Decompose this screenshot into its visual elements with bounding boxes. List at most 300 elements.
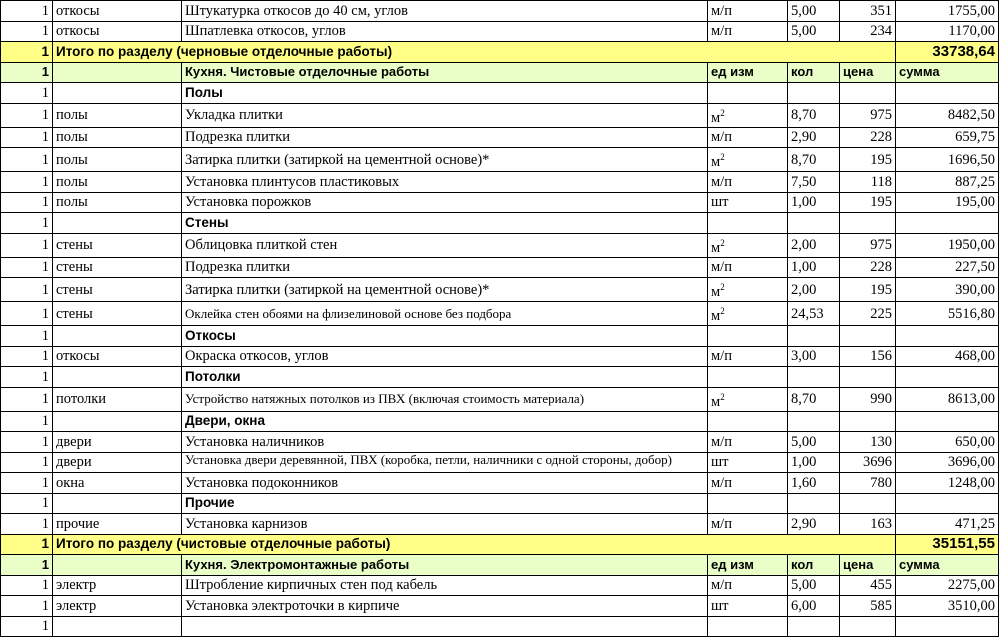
price-cell[interactable] — [840, 575, 896, 596]
sum-cell[interactable] — [896, 452, 999, 473]
table-row — [1, 452, 999, 473]
category-cell-text: прочие — [56, 515, 100, 532]
unit-cell[interactable] — [708, 387, 788, 411]
sum-header-cell[interactable] — [896, 62, 999, 83]
qty-header-cell[interactable] — [788, 62, 840, 83]
row-index-cell[interactable] — [1, 213, 53, 234]
category-cell-text: потолки — [56, 391, 107, 407]
work-name-cell[interactable] — [182, 596, 708, 617]
price-cell-text: 455 — [870, 577, 892, 594]
work-name-cell[interactable] — [182, 148, 708, 172]
unit-cell[interactable] — [708, 172, 788, 193]
row-index-cell-text: 1 — [41, 2, 49, 19]
qty-cell[interactable] — [788, 127, 840, 148]
unit-cell[interactable] — [708, 302, 788, 326]
unit-header-cell[interactable] — [708, 62, 788, 83]
work-name-cell-text: Устройство натяжных потолков из ПВХ (включая стоимость материала) — [185, 391, 585, 406]
unit-cell[interactable] — [708, 432, 788, 453]
sum-cell[interactable] — [896, 493, 999, 514]
qty-cell[interactable] — [788, 21, 840, 42]
unit-cell[interactable] — [708, 596, 788, 617]
qty-cell[interactable] — [788, 103, 840, 127]
price-cell[interactable] — [840, 367, 896, 388]
work-name-cell[interactable] — [182, 233, 708, 257]
sum-cell-text: 1248,00 — [947, 474, 995, 491]
qty-cell[interactable] — [788, 172, 840, 193]
qty-cell[interactable] — [788, 233, 840, 257]
unit-cell-text: м — [711, 239, 721, 256]
work-name-cell-text: Шпатлевка откосов, углов — [185, 23, 346, 40]
work-name-cell-text: Штробление кирпичных стен под кабель — [185, 577, 438, 594]
section-header-row — [1, 62, 999, 83]
row-index-cell[interactable] — [1, 575, 53, 596]
qty-cell-text: 1,00 — [791, 194, 817, 211]
price-cell[interactable] — [840, 346, 896, 367]
category-cell[interactable] — [53, 452, 182, 473]
work-name-cell[interactable] — [182, 346, 708, 367]
unit-cell[interactable] — [708, 452, 788, 473]
work-name-cell-text: Облицовка плиткой стен — [185, 237, 338, 253]
sum-cell-text: 3696,00 — [947, 454, 995, 471]
unit-cell-text: м/п — [711, 577, 732, 594]
qty-cell[interactable] — [788, 326, 840, 347]
price-cell-text: 228 — [870, 129, 892, 146]
row-index-cell[interactable] — [1, 473, 53, 494]
price-cell-text: 351 — [870, 2, 892, 19]
category-cell-text: полы — [56, 107, 88, 123]
qty-cell[interactable] — [788, 367, 840, 388]
category-cell[interactable] — [53, 83, 182, 104]
qty-cell[interactable] — [788, 616, 840, 637]
unit-cell[interactable] — [708, 148, 788, 172]
qty-cell[interactable] — [788, 432, 840, 453]
qty-cell[interactable] — [788, 213, 840, 234]
row-index-cell[interactable] — [1, 452, 53, 473]
price-cell[interactable] — [840, 432, 896, 453]
row-index-cell[interactable] — [1, 432, 53, 453]
sum-cell[interactable] — [896, 148, 999, 172]
price-cell[interactable] — [840, 596, 896, 617]
sum-cell[interactable] — [896, 278, 999, 302]
unit-cell-text: м — [711, 284, 721, 300]
unit-cell[interactable] — [708, 21, 788, 42]
category-cell-text: полы — [56, 129, 88, 146]
category-cell[interactable] — [53, 367, 182, 388]
work-name-cell[interactable] — [182, 278, 708, 302]
price-header-cell[interactable] — [840, 62, 896, 83]
price-cell[interactable] — [840, 616, 896, 637]
category-cell-text: двери — [56, 454, 92, 471]
category-cell[interactable] — [53, 1, 182, 22]
sum-cell-text: 8482,50 — [947, 107, 995, 123]
table-row — [1, 21, 999, 42]
unit-cell[interactable] — [708, 1, 788, 22]
sum-cell[interactable] — [896, 213, 999, 234]
row-index-cell[interactable] — [1, 596, 53, 617]
subsection-title-cell[interactable] — [182, 213, 708, 234]
category-cell[interactable] — [53, 213, 182, 234]
category-cell[interactable] — [53, 103, 182, 127]
subsection-title-cell-text: Потолки — [185, 368, 241, 384]
row-index-cell[interactable] — [1, 62, 53, 83]
category-cell[interactable] — [53, 21, 182, 42]
work-name-cell-text: Установка плинтусов пластиковых — [185, 173, 400, 190]
subtotal-label-cell[interactable] — [53, 42, 896, 63]
unit-cell[interactable] — [708, 103, 788, 127]
subtotal-sum-cell[interactable] — [896, 42, 999, 63]
sum-cell[interactable] — [896, 387, 999, 411]
work-name-cell[interactable] — [182, 127, 708, 148]
unit-cell[interactable] — [708, 514, 788, 535]
qty-cell[interactable] — [788, 192, 840, 213]
price-cell-text: 130 — [870, 433, 892, 450]
category-cell[interactable] — [53, 172, 182, 193]
category-cell[interactable] — [53, 326, 182, 347]
unit-cell[interactable] — [708, 83, 788, 104]
sum-header-cell-text: сумма — [899, 556, 940, 572]
subsection-row — [1, 213, 999, 234]
work-name-cell[interactable] — [182, 192, 708, 213]
price-cell[interactable] — [840, 213, 896, 234]
qty-cell[interactable] — [788, 411, 840, 432]
table-row — [1, 1, 999, 22]
sum-cell[interactable] — [896, 367, 999, 388]
subtotal-row — [1, 42, 999, 63]
unit-exponent: 2 — [720, 107, 725, 118]
row-index-cell[interactable] — [1, 278, 53, 302]
unit-header-cell-text: ед изм — [711, 556, 754, 572]
sum-cell[interactable] — [896, 127, 999, 148]
qty-cell[interactable] — [788, 575, 840, 596]
row-index-cell[interactable] — [1, 21, 53, 42]
price-cell-text: 228 — [870, 259, 892, 276]
row-index-cell-text: 1 — [41, 556, 49, 572]
subsection-title-cell-text: Стены — [185, 214, 229, 230]
subsection-title-cell[interactable] — [182, 367, 708, 388]
category-cell[interactable] — [53, 302, 182, 326]
qty-cell[interactable] — [788, 387, 840, 411]
unit-cell-text: м/п — [711, 173, 732, 190]
sum-cell[interactable] — [896, 473, 999, 494]
qty-cell[interactable] — [788, 473, 840, 494]
unit-cell[interactable] — [708, 473, 788, 494]
work-name-cell[interactable] — [182, 172, 708, 193]
unit-cell[interactable] — [708, 213, 788, 234]
price-cell[interactable] — [840, 21, 896, 42]
sum-cell[interactable] — [896, 432, 999, 453]
row-index-cell[interactable] — [1, 411, 53, 432]
work-name-cell[interactable] — [182, 514, 708, 535]
row-index-cell[interactable] — [1, 172, 53, 193]
qty-cell-text: 24,53 — [791, 305, 824, 322]
row-index-cell[interactable] — [1, 346, 53, 367]
sum-cell[interactable] — [896, 514, 999, 535]
sum-cell[interactable] — [896, 346, 999, 367]
category-cell-text: полы — [56, 151, 88, 168]
category-cell[interactable] — [53, 192, 182, 213]
sum-cell[interactable] — [896, 575, 999, 596]
section-title-cell[interactable] — [182, 555, 708, 576]
row-index-cell[interactable] — [1, 257, 53, 278]
row-index-cell-text: 1 — [41, 515, 49, 532]
table-row — [1, 514, 999, 535]
qty-cell-text: 5,00 — [791, 433, 817, 450]
row-index-cell[interactable] — [1, 616, 53, 637]
qty-cell[interactable] — [788, 452, 840, 473]
qty-cell[interactable] — [788, 83, 840, 104]
row-index-cell-text: 1 — [41, 327, 49, 344]
sum-cell[interactable] — [896, 172, 999, 193]
category-cell[interactable] — [53, 432, 182, 453]
unit-cell[interactable] — [708, 257, 788, 278]
price-cell[interactable] — [840, 387, 896, 411]
sum-cell[interactable] — [896, 257, 999, 278]
subsection-row — [1, 367, 999, 388]
category-cell-text: стены — [56, 305, 93, 322]
unit-cell[interactable] — [708, 411, 788, 432]
price-cell[interactable] — [840, 473, 896, 494]
sum-cell-text: 471,25 — [955, 515, 995, 532]
qty-cell[interactable] — [788, 346, 840, 367]
work-name-cell[interactable] — [182, 473, 708, 494]
sum-cell[interactable] — [896, 411, 999, 432]
qty-cell[interactable] — [788, 148, 840, 172]
work-name-cell[interactable] — [182, 103, 708, 127]
price-cell[interactable] — [840, 514, 896, 535]
unit-cell[interactable] — [708, 367, 788, 388]
unit-cell[interactable] — [708, 326, 788, 347]
category-cell-text: электр — [56, 577, 97, 594]
price-cell[interactable] — [840, 127, 896, 148]
sum-cell[interactable] — [896, 1, 999, 22]
sum-cell[interactable] — [896, 83, 999, 104]
price-cell[interactable] — [840, 493, 896, 514]
table-row — [1, 473, 999, 494]
row-index-cell[interactable] — [1, 302, 53, 326]
category-cell-text: полы — [56, 194, 88, 211]
unit-exponent: 2 — [720, 152, 725, 162]
unit-cell[interactable] — [708, 493, 788, 514]
subtotal-sum-cell[interactable] — [896, 534, 999, 555]
row-index-cell[interactable] — [1, 192, 53, 213]
work-name-cell[interactable] — [182, 616, 708, 637]
work-name-cell[interactable] — [182, 432, 708, 453]
qty-cell[interactable] — [788, 278, 840, 302]
unit-cell-text: м/п — [711, 515, 732, 532]
row-index-cell[interactable] — [1, 387, 53, 411]
unit-cell[interactable] — [708, 575, 788, 596]
qty-cell[interactable] — [788, 493, 840, 514]
row-index-cell[interactable] — [1, 83, 53, 104]
qty-cell-text: 5,00 — [791, 577, 817, 594]
category-cell[interactable] — [53, 411, 182, 432]
price-cell[interactable] — [840, 233, 896, 257]
work-name-cell-text: Установка порожков — [185, 194, 312, 211]
price-cell-text: 225 — [870, 305, 892, 322]
row-index-cell-text: 1 — [41, 151, 49, 168]
price-cell[interactable] — [840, 452, 896, 473]
work-name-cell-text: Подрезка плитки — [185, 259, 291, 276]
row-index-cell[interactable] — [1, 42, 53, 63]
sum-cell[interactable] — [896, 103, 999, 127]
row-index-cell-text: 1 — [41, 107, 49, 123]
qty-cell[interactable] — [788, 514, 840, 535]
qty-cell-text: 8,70 — [791, 107, 817, 123]
category-cell[interactable] — [53, 473, 182, 494]
qty-cell-text: 1,00 — [791, 454, 817, 471]
row-index-cell[interactable] — [1, 534, 53, 555]
sum-cell[interactable] — [896, 596, 999, 617]
work-name-cell-text: Оклейка стен обоями на флизелиновой основе без подбора — [185, 305, 512, 321]
row-index-cell-text: 1 — [41, 474, 49, 491]
category-cell-text: полы — [56, 173, 88, 190]
qty-header-cell[interactable] — [788, 555, 840, 576]
table-row — [1, 616, 999, 637]
work-name-cell-text: Подрезка плитки — [185, 129, 291, 146]
subsection-row — [1, 326, 999, 347]
category-cell[interactable] — [53, 233, 182, 257]
subsection-row — [1, 411, 999, 432]
category-cell[interactable] — [53, 514, 182, 535]
section-header-row — [1, 555, 999, 576]
unit-cell-text: шт — [711, 194, 729, 211]
row-index-cell-text: 1 — [41, 413, 49, 430]
section-title-cell-text: Кухня. Чистовые отделочные работы — [185, 64, 430, 80]
category-cell-text: стены — [56, 281, 93, 298]
row-index-cell-text: 1 — [41, 597, 49, 614]
row-index-cell-text: 1 — [41, 618, 49, 635]
category-cell-text: откосы — [56, 23, 100, 40]
unit-cell[interactable] — [708, 127, 788, 148]
category-cell[interactable] — [53, 278, 182, 302]
price-cell[interactable] — [840, 278, 896, 302]
price-cell[interactable] — [840, 1, 896, 22]
price-cell[interactable] — [840, 192, 896, 213]
row-index-cell-text: 1 — [41, 495, 49, 512]
category-cell[interactable] — [53, 62, 182, 83]
unit-header-cell[interactable] — [708, 555, 788, 576]
subsection-title-cell[interactable] — [182, 83, 708, 104]
row-index-cell[interactable] — [1, 127, 53, 148]
unit-exponent: 2 — [720, 306, 725, 316]
work-name-cell[interactable] — [182, 257, 708, 278]
price-cell[interactable] — [840, 103, 896, 127]
qty-cell[interactable] — [788, 1, 840, 22]
sum-cell-text: 227,50 — [955, 259, 995, 276]
row-index-cell-text: 1 — [41, 281, 49, 298]
price-cell-text: 990 — [870, 391, 892, 407]
unit-cell[interactable] — [708, 278, 788, 302]
subsection-title-cell[interactable] — [182, 493, 708, 514]
price-cell[interactable] — [840, 172, 896, 193]
price-cell[interactable] — [840, 257, 896, 278]
unit-cell-text: м/п — [711, 433, 732, 450]
work-name-cell[interactable] — [182, 21, 708, 42]
category-cell[interactable] — [53, 127, 182, 148]
sum-cell[interactable] — [896, 192, 999, 213]
category-cell[interactable] — [53, 596, 182, 617]
row-index-cell[interactable] — [1, 148, 53, 172]
sum-cell[interactable] — [896, 233, 999, 257]
category-cell[interactable] — [53, 555, 182, 576]
unit-cell[interactable] — [708, 192, 788, 213]
category-cell[interactable] — [53, 493, 182, 514]
row-index-cell[interactable] — [1, 367, 53, 388]
unit-cell[interactable] — [708, 346, 788, 367]
qty-cell[interactable] — [788, 257, 840, 278]
row-index-cell-text: 1 — [41, 391, 49, 407]
price-cell[interactable] — [840, 326, 896, 347]
sum-cell-text: 887,25 — [955, 173, 995, 190]
row-index-cell[interactable] — [1, 233, 53, 257]
sum-cell[interactable] — [896, 616, 999, 637]
price-cell[interactable] — [840, 83, 896, 104]
price-cell[interactable] — [840, 411, 896, 432]
row-index-cell[interactable] — [1, 514, 53, 535]
category-cell[interactable] — [53, 575, 182, 596]
category-cell[interactable] — [53, 257, 182, 278]
sum-cell-text: 390,00 — [955, 281, 995, 298]
qty-cell-text: 3,00 — [791, 348, 817, 365]
sum-cell-text: 5516,80 — [947, 305, 995, 322]
sum-header-cell[interactable] — [896, 555, 999, 576]
table-row — [1, 233, 999, 257]
price-cell[interactable] — [840, 148, 896, 172]
qty-cell[interactable] — [788, 302, 840, 326]
work-name-cell[interactable] — [182, 452, 708, 473]
price-cell-text: 195 — [870, 281, 892, 298]
work-name-cell[interactable] — [182, 387, 708, 411]
work-name-cell-text: Установка двери деревянной, ПВХ (коробка, петли, наличники с одной стороны, добор) — [185, 452, 672, 468]
sum-cell[interactable] — [896, 326, 999, 347]
row-index-cell-text: 1 — [41, 259, 49, 276]
row-index-cell[interactable] — [1, 103, 53, 127]
unit-cell[interactable] — [708, 616, 788, 637]
price-cell[interactable] — [840, 302, 896, 326]
sum-cell-text: 650,00 — [955, 433, 995, 450]
category-cell[interactable] — [53, 148, 182, 172]
category-cell[interactable] — [53, 387, 182, 411]
sum-cell-text: 1950,00 — [947, 237, 995, 253]
sum-cell-text: 2275,00 — [947, 577, 995, 594]
category-cell[interactable] — [53, 616, 182, 637]
unit-cell[interactable] — [708, 233, 788, 257]
sum-cell[interactable] — [896, 302, 999, 326]
price-cell-text: 3696 — [863, 454, 892, 471]
subsection-title-cell[interactable] — [182, 326, 708, 347]
row-index-cell[interactable] — [1, 1, 53, 22]
price-header-cell[interactable] — [840, 555, 896, 576]
work-name-cell[interactable] — [182, 1, 708, 22]
category-cell[interactable] — [53, 346, 182, 367]
qty-cell[interactable] — [788, 596, 840, 617]
table-row — [1, 302, 999, 326]
work-name-cell[interactable] — [182, 575, 708, 596]
work-name-cell[interactable] — [182, 302, 708, 326]
subtotal-label-cell[interactable] — [53, 534, 896, 555]
subsection-title-cell[interactable] — [182, 411, 708, 432]
subtotal-sum-cell-text: 33738,64 — [932, 42, 995, 60]
category-cell-text: окна — [56, 474, 85, 491]
section-title-cell[interactable] — [182, 62, 708, 83]
row-index-cell[interactable] — [1, 326, 53, 347]
row-index-cell-text: 1 — [41, 433, 49, 450]
row-index-cell[interactable] — [1, 493, 53, 514]
price-cell-text: 156 — [870, 348, 892, 365]
unit-cell-text: м — [711, 109, 721, 126]
sum-cell[interactable] — [896, 21, 999, 42]
row-index-cell[interactable] — [1, 555, 53, 576]
